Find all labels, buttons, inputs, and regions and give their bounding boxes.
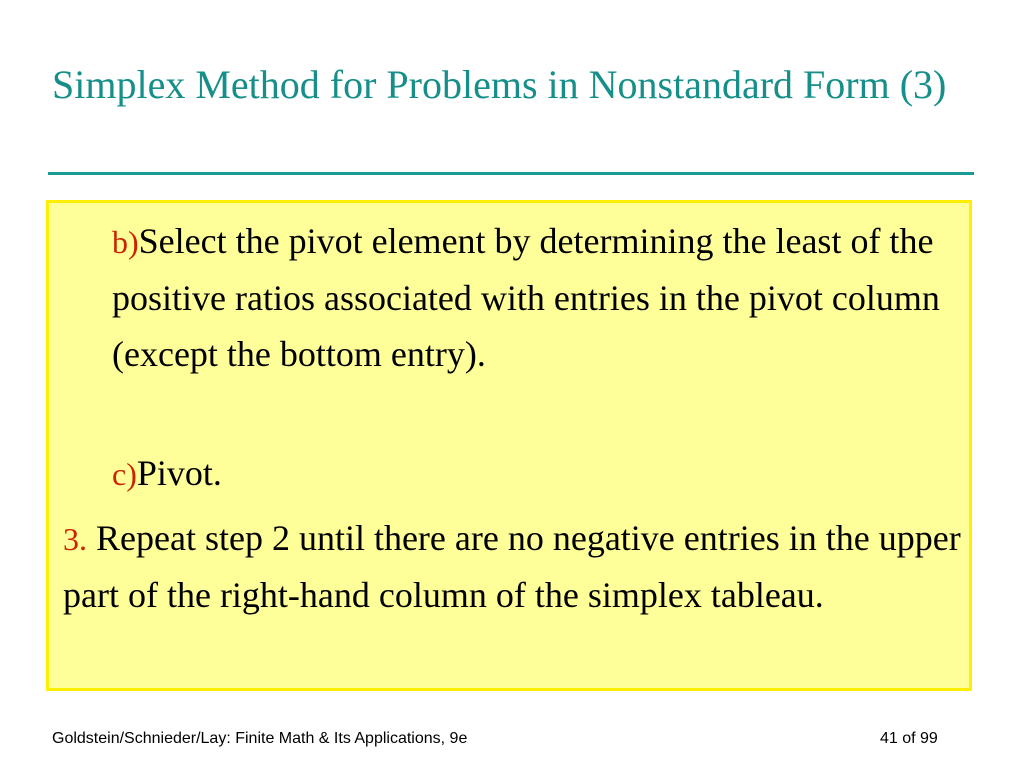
step-3 bbox=[63, 510, 963, 623]
slide-title: Simplex Method for Problems in Nonstandard Form (3) bbox=[52, 62, 947, 107]
substep-c-marker: c) bbox=[112, 456, 137, 492]
substep-c-text: Pivot. bbox=[136, 453, 222, 493]
step-3-text: Repeat step 2 until there are no negative entries in the upper part of the right-hand column of the simplex tableau. bbox=[63, 518, 961, 615]
title-divider bbox=[48, 172, 974, 175]
step-3-marker: 3. bbox=[63, 521, 87, 557]
substep-b-text: Select the pivot element by determining the least of the positive ratios associated with entries in the pivot column (except the bottom entry). bbox=[112, 221, 940, 374]
content-box bbox=[46, 200, 972, 691]
footer-page-number: 41 of 99 bbox=[880, 730, 938, 747]
footer-source: Goldstein/Schnieder/Lay: Finite Math & Its Applications, 9e bbox=[52, 730, 468, 747]
substep-c bbox=[112, 445, 962, 502]
substep-b-marker: b) bbox=[112, 224, 139, 260]
substep-b bbox=[112, 213, 962, 382]
